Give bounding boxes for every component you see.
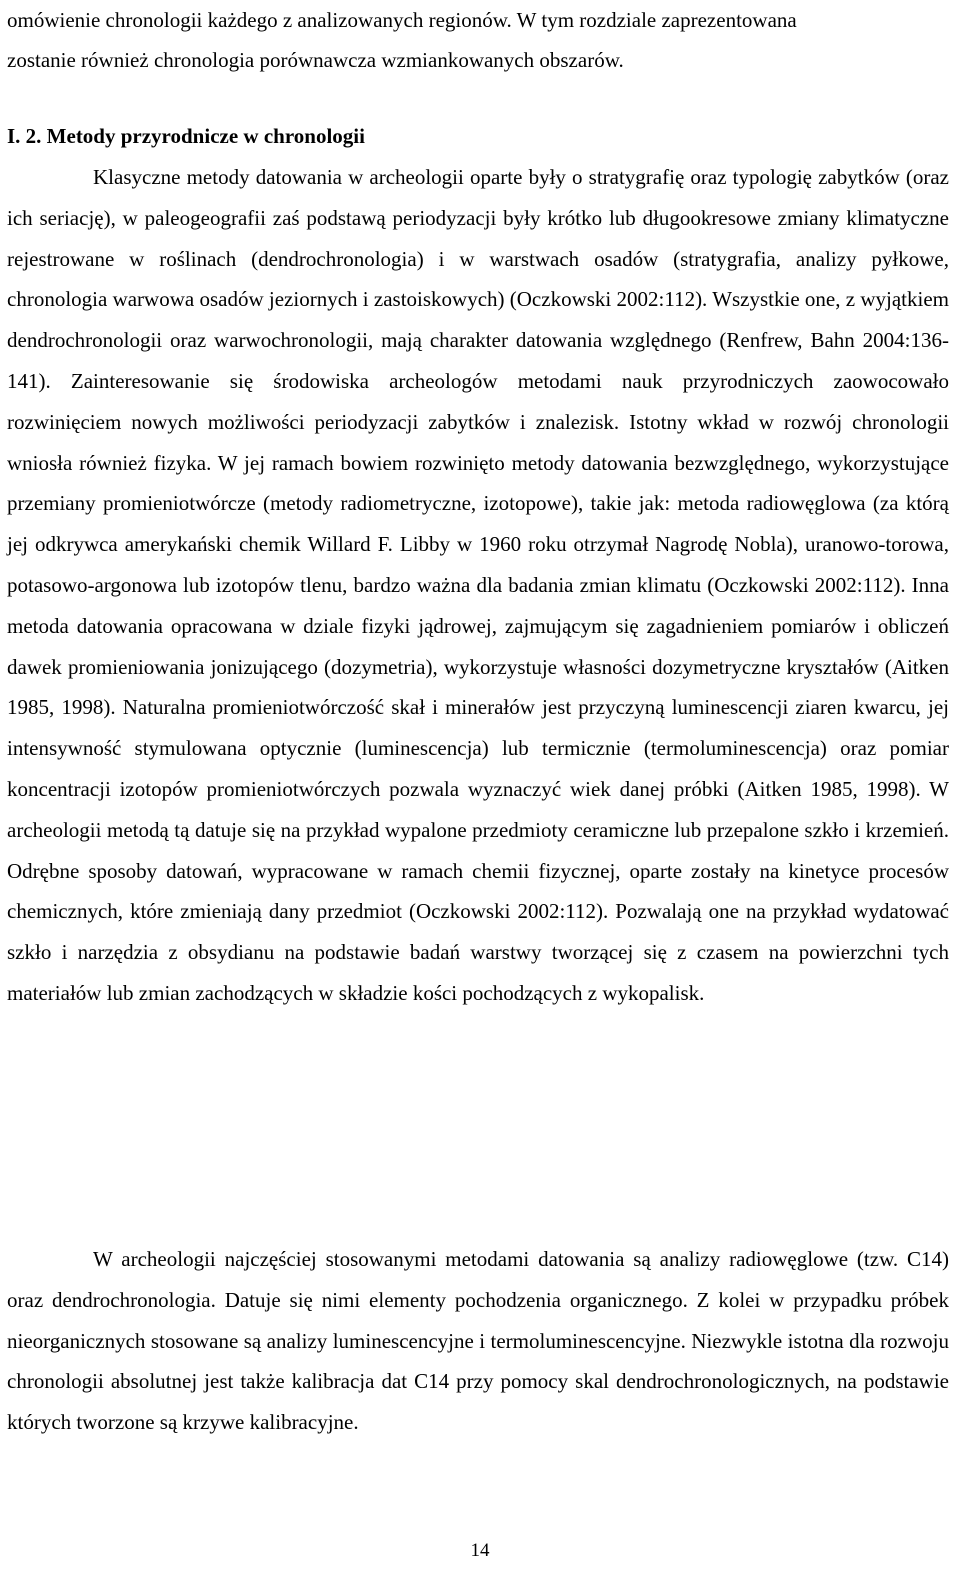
intro-line-2: zostanie również chronologia porównawcza wzmiankowanych obszarów. <box>7 48 624 72</box>
section-heading: I. 2. Metody przyrodnicze w chronologii <box>7 124 365 148</box>
intro-line-1: omówienie chronologii każdego z analizowanych regionów. W tym rozdziale zaprezentowana <box>7 8 797 32</box>
paragraph-common-methods: W archeologii najczęściej stosowanymi metodami datowania są analizy radiowęglowe (tzw. C14) oraz dendrochronologia. Datuje się nimi elementy pochodzenia organicznego. Z kolei w przypadku próbek nieorganicznych stosowane są analizy luminescencyjne i termoluminescencyjne. Niezwykle istotna dla rozwoju chronologii absolutnej jest także kalibracja dat C14 przy pomocy skal dendrochronologicznych, na podstawie których tworzone są krzywe kalibracyjne. <box>7 1247 949 1435</box>
paragraph-methods-overview: Klasyczne metody datowania w archeologii oparte były o stratygrafię oraz typologię zabytków (oraz ich seriację), w paleogeografii zaś podstawą periodyzacji były krótko lub długookresowe zmiany klimatyczne rejestrowane w roślinach (dendrochronologia) i w warstwach osadów (stratygrafia, analizy pyłkowe, chronologia warwowa osadów jeziornych i zastoiskowych) (Oczkowski 2002:112). Wszystkie one, z wyjątkiem dendrochronologii oraz warwochronologii, mają charakter datowania względnego (Renfrew, Bahn 2004:136-141). Zainteresowanie się środowiska archeologów metodami nauk przyrodniczych zaowocowało rozwinięciem nowych możliwości periodyzacji zabytków i znalezisk. Istotny wkład w rozwój chronologii wniosła również fizyka. W jej ramach bowiem rozwinięto metody datowania bezwzględnego, wykorzystujące przemiany promieniotwórcze (metody radiometryczne, izotopowe), takie jak: metoda radiowęglowa (za którą jej odkrywca amerykański chemik Willard F. Libby w 1960 roku otrzymał Nagrodę Nobla), uranowo-torowa, potasowo-argonowa lub izotopów tlenu, bardzo ważna dla badania zmian klimatu (Oczkowski 2002:112). Inna metoda datowania opracowana w dziale fizyki jądrowej, zajmującym się zagadnieniem pomiarów i obliczeń dawek promieniowania jonizującego (dozymetria), wykorzystuje własności dozymetryczne kryształów (Aitken 1985, 1998). Naturalna promieniotwórczość skał i minerałów jest przyczyną luminescencji ziaren kwarcu, jej intensywność stymulowana optycznie (luminescencja) lub termicznie (termoluminescencja) oraz pomiar koncentracji izotopów promieniotwórczych pozwala wyznaczyć wiek danej próbki (Aitken 1985, 1998). W archeologii metodą tą datuje się na przykład wypalone przedmioty ceramiczne lub przepalone szkło i krzemień. Odrębne sposoby datowań, wypracowane w ramach chemii fizycznej, oparte zostały na kinetyce procesów chemicznych, które zmieniają dany przedmiot (Oczkowski 2002:112). Pozwalają one na przykład wydatować szkło i narzędzia z obsydianu na podstawie badań warstwy tworzącej się z czasem na powierzchni tych materiałów lub zmian zachodzących w składzie kości pochodzących z wykopalisk. <box>7 165 949 1005</box>
page-number: 14 <box>470 1540 490 1561</box>
